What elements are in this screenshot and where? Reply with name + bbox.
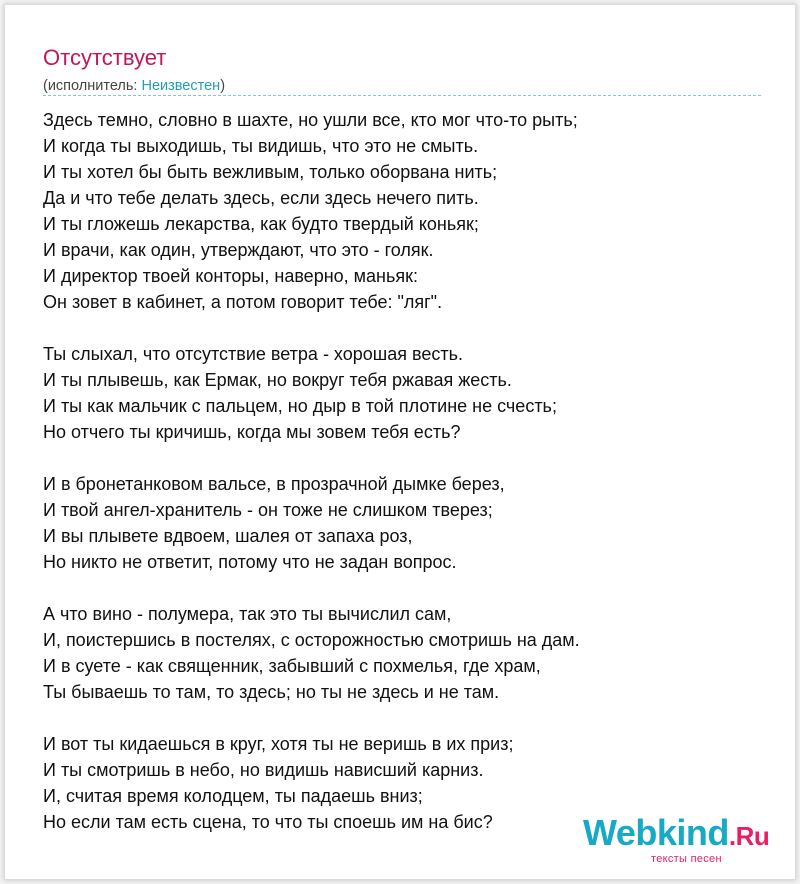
lyrics-stanza xyxy=(43,731,580,835)
lyrics-line: И врачи, как один, утверждают, что это - голяк. xyxy=(43,240,434,260)
logo-suffix: .Ru xyxy=(728,821,770,851)
artist-suffix: ) xyxy=(220,78,226,94)
lyrics-line: И ты хотел бы быть вежливым, только оборвана нить; xyxy=(43,162,498,182)
logo-tagline: тексты песен xyxy=(651,853,722,865)
lyrics-line: И, считая время колодцем, ты падаешь вниз; xyxy=(43,786,423,806)
song-title: Отсутствует xyxy=(43,45,167,70)
title-divider xyxy=(43,95,761,96)
lyrics-stanza xyxy=(43,601,580,705)
lyrics-line: И в суете - как священник, забывший с похмелья, где храм, xyxy=(43,656,541,676)
artist-link[interactable]: Неизвестен xyxy=(141,78,221,94)
lyrics-stanza xyxy=(43,341,580,445)
lyrics-line: И ты как мальчик с пальцем, но дыр в той плотине не счесть; xyxy=(43,396,557,416)
lyrics-line: Но если там есть сцена, то что ты споешь им на бис? xyxy=(43,812,493,832)
lyrics-line: И в бронетанковом вальсе, в прозрачной дымке берез, xyxy=(43,474,505,494)
lyrics-line: И ты смотришь в небо, но видишь нависший карниз. xyxy=(43,760,484,780)
lyrics-line: А что вино - полумера, так это ты вычислил сам, xyxy=(43,604,452,624)
artist-prefix: (исполнитель: xyxy=(43,78,142,94)
lyrics-line: И ты плывешь, как Ермак, но вокруг тебя ржавая жесть. xyxy=(43,370,512,390)
lyrics-line: И когда ты выходишь, ты видишь, что это не смыть. xyxy=(43,136,479,156)
logo-wordmark xyxy=(583,813,783,856)
lyrics-card xyxy=(4,4,796,880)
lyrics-line: И директор твоей конторы, наверно, маньяк: xyxy=(43,266,418,286)
lyrics-stanza xyxy=(43,107,580,315)
lyrics-line: И вот ты кидаешься в круг, хотя ты не веришь в их приз; xyxy=(43,734,514,754)
lyrics-line: И вы плывете вдвоем, шалея от запаха роз, xyxy=(43,526,413,546)
lyrics-line: И ты гложешь лекарства, как будто твердый коньяк; xyxy=(43,214,479,234)
lyrics-line: Ты слыхал, что отсутствие ветра - хорошая весть. xyxy=(43,344,463,364)
webkind-logo[interactable] xyxy=(583,813,783,869)
logo-main-text: Webkind xyxy=(583,812,729,853)
artist-line xyxy=(43,77,225,95)
lyrics-stanza xyxy=(43,471,580,575)
lyrics-line: И твой ангел-хранитель - он тоже не слишком тверез; xyxy=(43,500,493,520)
lyrics-line: Да и что тебе делать здесь, если здесь нечего пить. xyxy=(43,188,479,208)
lyrics-line: Он зовет в кабинет, а потом говорит тебе: "ляг". xyxy=(43,292,443,312)
lyrics-text xyxy=(43,107,580,835)
lyrics-line: И, поистершись в постелях, с осторожностью смотришь на дам. xyxy=(43,630,580,650)
lyrics-line: Но отчего ты кричишь, когда мы зовем тебя есть? xyxy=(43,422,461,442)
lyrics-line: Ты бываешь то там, то здесь; но ты не здесь и не там. xyxy=(43,682,500,702)
lyrics-line: Но никто не ответит, потому что не задан вопрос. xyxy=(43,552,457,572)
lyrics-line: Здесь темно, словно в шахте, но ушли все, кто мог что-то рыть; xyxy=(43,110,578,130)
